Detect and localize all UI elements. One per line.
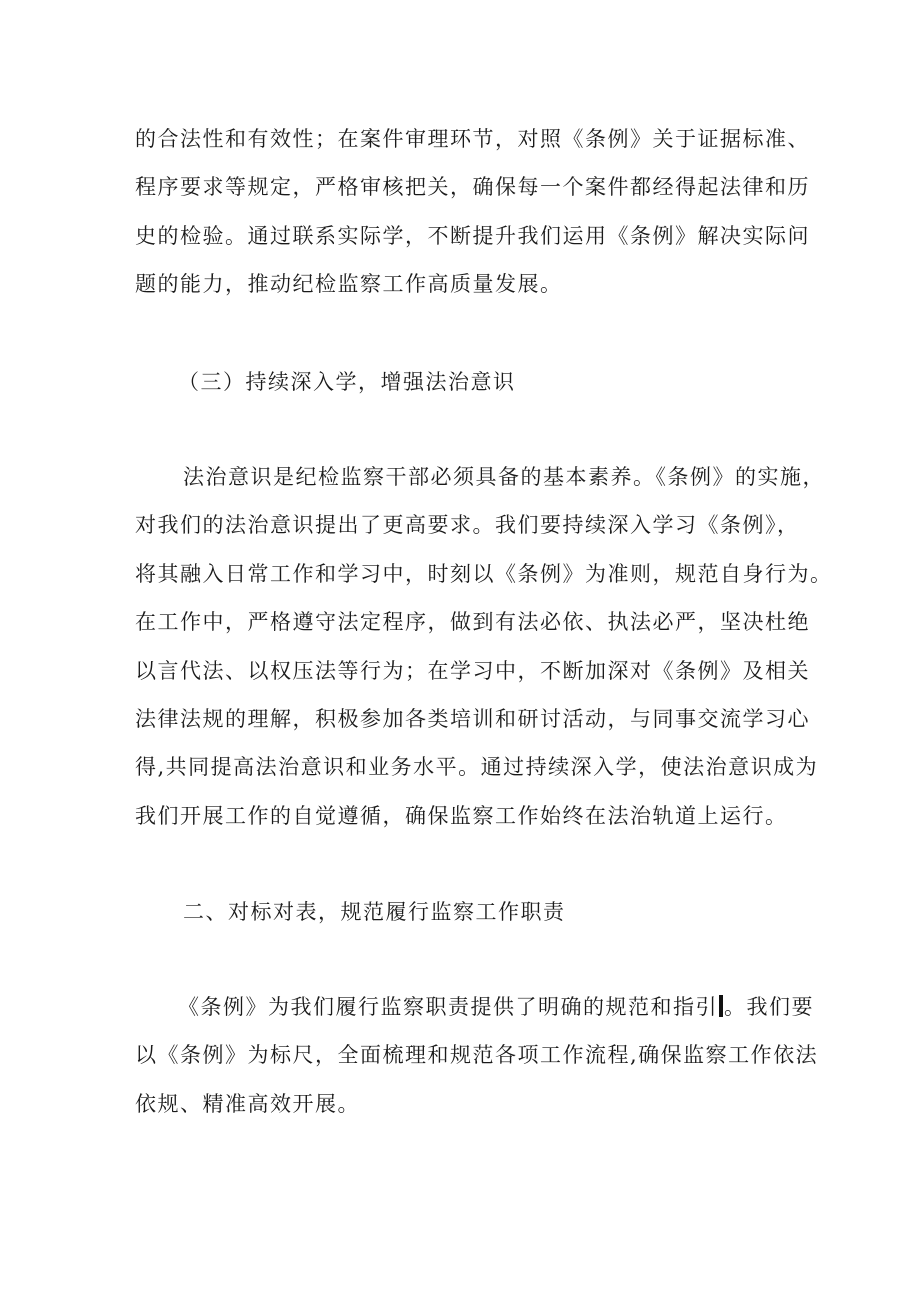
paragraph-1-line-2: 程序要求等规定，严格审核把关，确保每一个案件都经得起法律和历: [135, 175, 810, 199]
paragraph-2-line-8: 我们开展工作的自觉遵循，确保监察工作始终在法治轨道上运行。: [135, 804, 788, 828]
paragraph-2-line-3: 将其融入日常工作和学习中，时刻以《条例》为准则，规范自身行为。: [135, 562, 833, 586]
paragraph-3-line-1: [178, 992, 814, 1022]
text-cursor: [719, 995, 723, 1017]
paragraph-2-line-4: 在工作中，严格遵守法定程序，做到有法必依、执法必严，坚决杜绝: [135, 610, 810, 634]
section-heading-2: 二、对标对表，规范履行监察工作职责: [183, 900, 566, 924]
paragraph-3-line-1-end: 。我们要: [724, 995, 814, 1019]
paragraph-3-line-3: 依规、精准高效开展。: [135, 1092, 360, 1116]
paragraph-3-line-1-start: 《条例》为我们履行监察职责提供了明确的规范和指引: [178, 995, 718, 1019]
paragraph-2-line-5: 以言代法、以权压法等行为；在学习中，不断加深对《条例》及相关: [135, 659, 810, 683]
paragraph-2-line-1: 法治意识是纪检监察干部必须具备的基本素养。《条例》的实施，: [183, 465, 825, 489]
paragraph-2-line-2: 对我们的法治意识提出了更高要求。我们要持续深入学习《条例》，: [135, 513, 800, 537]
section-heading-3: （三）持续深入学，增强法治意识: [178, 370, 516, 394]
paragraph-1-line-4: 题的能力，推动纪检监察工作高质量发展。: [135, 272, 563, 296]
paragraph-2-line-7: 得,共同提高法治意识和业务水平。通过持续深入学，使法治意识成为: [135, 755, 819, 779]
paragraph-1-line-3: 史的检验。通过联系实际学，不断提升我们运用《条例》解决实际问: [135, 224, 810, 248]
paragraph-3-line-2: 以《条例》为标尺，全面梳理和规范各项工作流程,确保监察工作依法: [135, 1043, 819, 1067]
paragraph-2-line-6: 法律法规的理解，积极参加各类培训和研讨活动，与同事交流学习心: [135, 707, 810, 731]
paragraph-1-line-1: 的合法性和有效性；在案件审理环节，对照《条例》关于证据标准、: [135, 127, 810, 151]
